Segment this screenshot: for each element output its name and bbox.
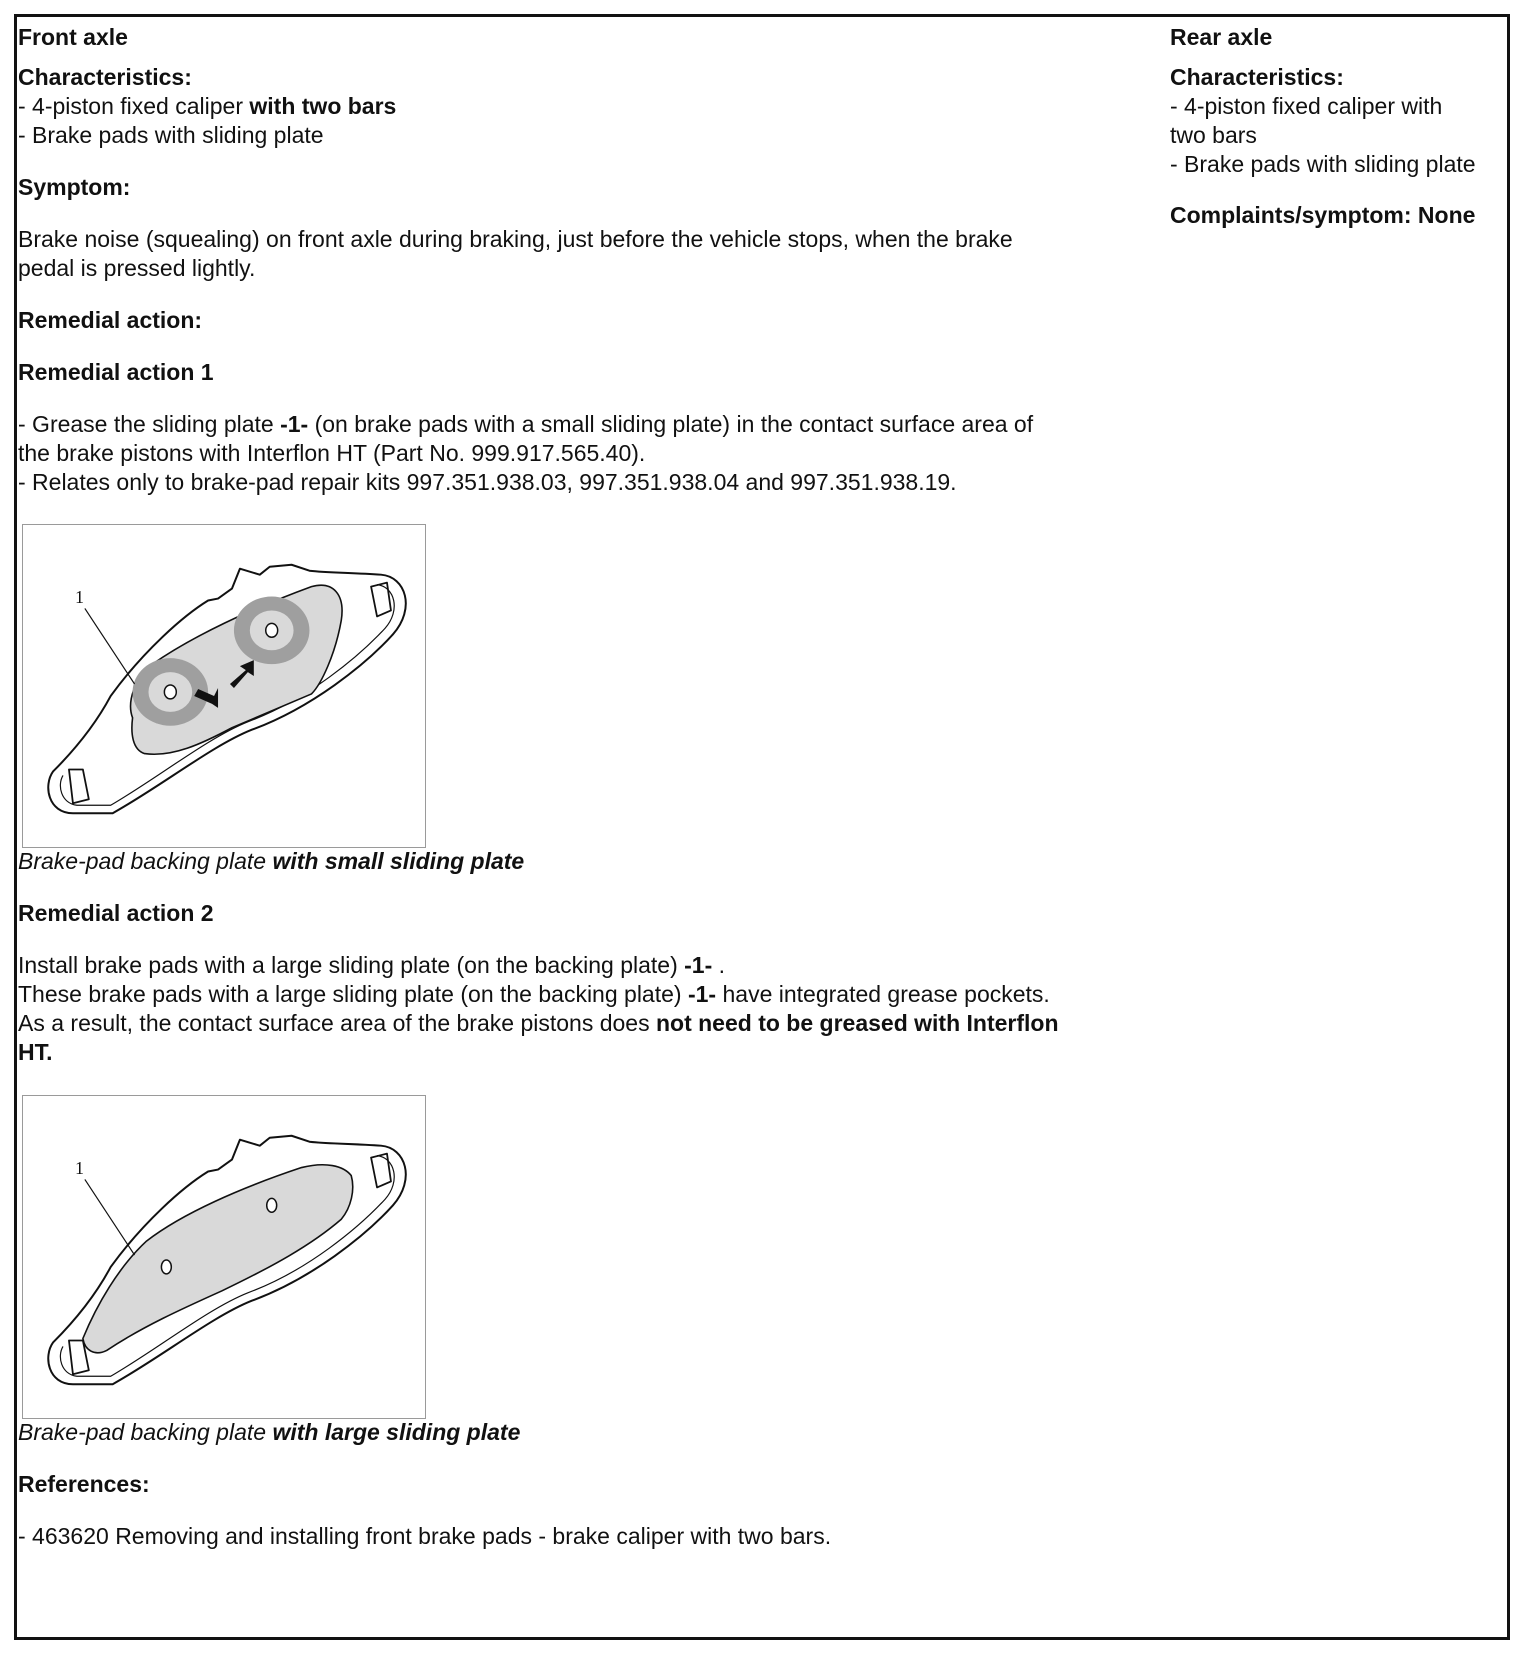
front-axle-heading: Front axle	[18, 24, 128, 50]
rear-characteristics-title: Characteristics:	[1170, 64, 1344, 90]
symptom-text-line-2: pedal is pressed lightly.	[18, 255, 256, 281]
remedial-action-2-line-3: As a result, the contact surface area of the brake pistons does not need to be greased with Interflon	[18, 1010, 1059, 1036]
rear-characteristic-2: - Brake pads with sliding plate	[1170, 151, 1476, 177]
remedial-action-1-title: Remedial action 1	[18, 359, 214, 385]
figure-small-sliding-plate	[22, 524, 426, 848]
references-title: References:	[18, 1471, 150, 1497]
figure-1-caption: Brake-pad backing plate with small sliding plate	[18, 848, 525, 874]
remedial-action-2-title: Remedial action 2	[18, 900, 214, 926]
figure-large-sliding-plate	[22, 1095, 426, 1419]
front-characteristic-2: - Brake pads with sliding plate	[18, 122, 324, 148]
figure-2-callout: 1	[75, 1158, 84, 1178]
symptom-title: Symptom:	[18, 174, 131, 200]
remedial-action-2-line-2: These brake pads with a large sliding plate (on the backing plate) -1- have integrated grease pockets.	[18, 981, 1050, 1007]
figure-1-callout: 1	[75, 587, 84, 607]
remedial-action-1-line-2: the brake pistons with Interflon HT (Part No. 999.917.565.40).	[18, 440, 646, 466]
symptom-text-line-1: Brake noise (squealing) on front axle during braking, just before the vehicle stops, when the brake	[18, 226, 1013, 252]
brake-pad-large-plate-illustration	[23, 1096, 425, 1418]
brake-pad-small-plate-illustration	[23, 525, 425, 847]
front-characteristics-title: Characteristics:	[18, 64, 192, 90]
remedial-action-1-line-1: - Grease the sliding plate -1- (on brake pads with a small sliding plate) in the contact surface area of	[18, 411, 1034, 437]
reference-link-463620[interactable]: - 463620 Removing and installing front brake pads - brake caliper with two bars.	[18, 1523, 832, 1549]
rear-axle-heading: Rear axle	[1170, 24, 1273, 50]
rear-characteristic-1-line-2: two bars	[1170, 122, 1257, 148]
remedial-action-1-line-3: - Relates only to brake-pad repair kits 997.351.938.03, 997.351.938.04 and 997.351.938.19.	[18, 469, 957, 495]
rear-characteristic-1-line-1: - 4-piston fixed caliper with	[1170, 93, 1443, 119]
figure-2-caption: Brake-pad backing plate with large sliding plate	[18, 1419, 521, 1445]
remedial-action-2-line-4: HT.	[18, 1039, 53, 1065]
remedial-action-title: Remedial action:	[18, 307, 203, 333]
front-characteristic-1: - 4-piston fixed caliper with two bars	[18, 93, 397, 119]
rear-complaints: Complaints/symptom: None	[1170, 202, 1476, 228]
remedial-action-2-line-1: Install brake pads with a large sliding plate (on the backing plate) -1- .	[18, 952, 726, 978]
